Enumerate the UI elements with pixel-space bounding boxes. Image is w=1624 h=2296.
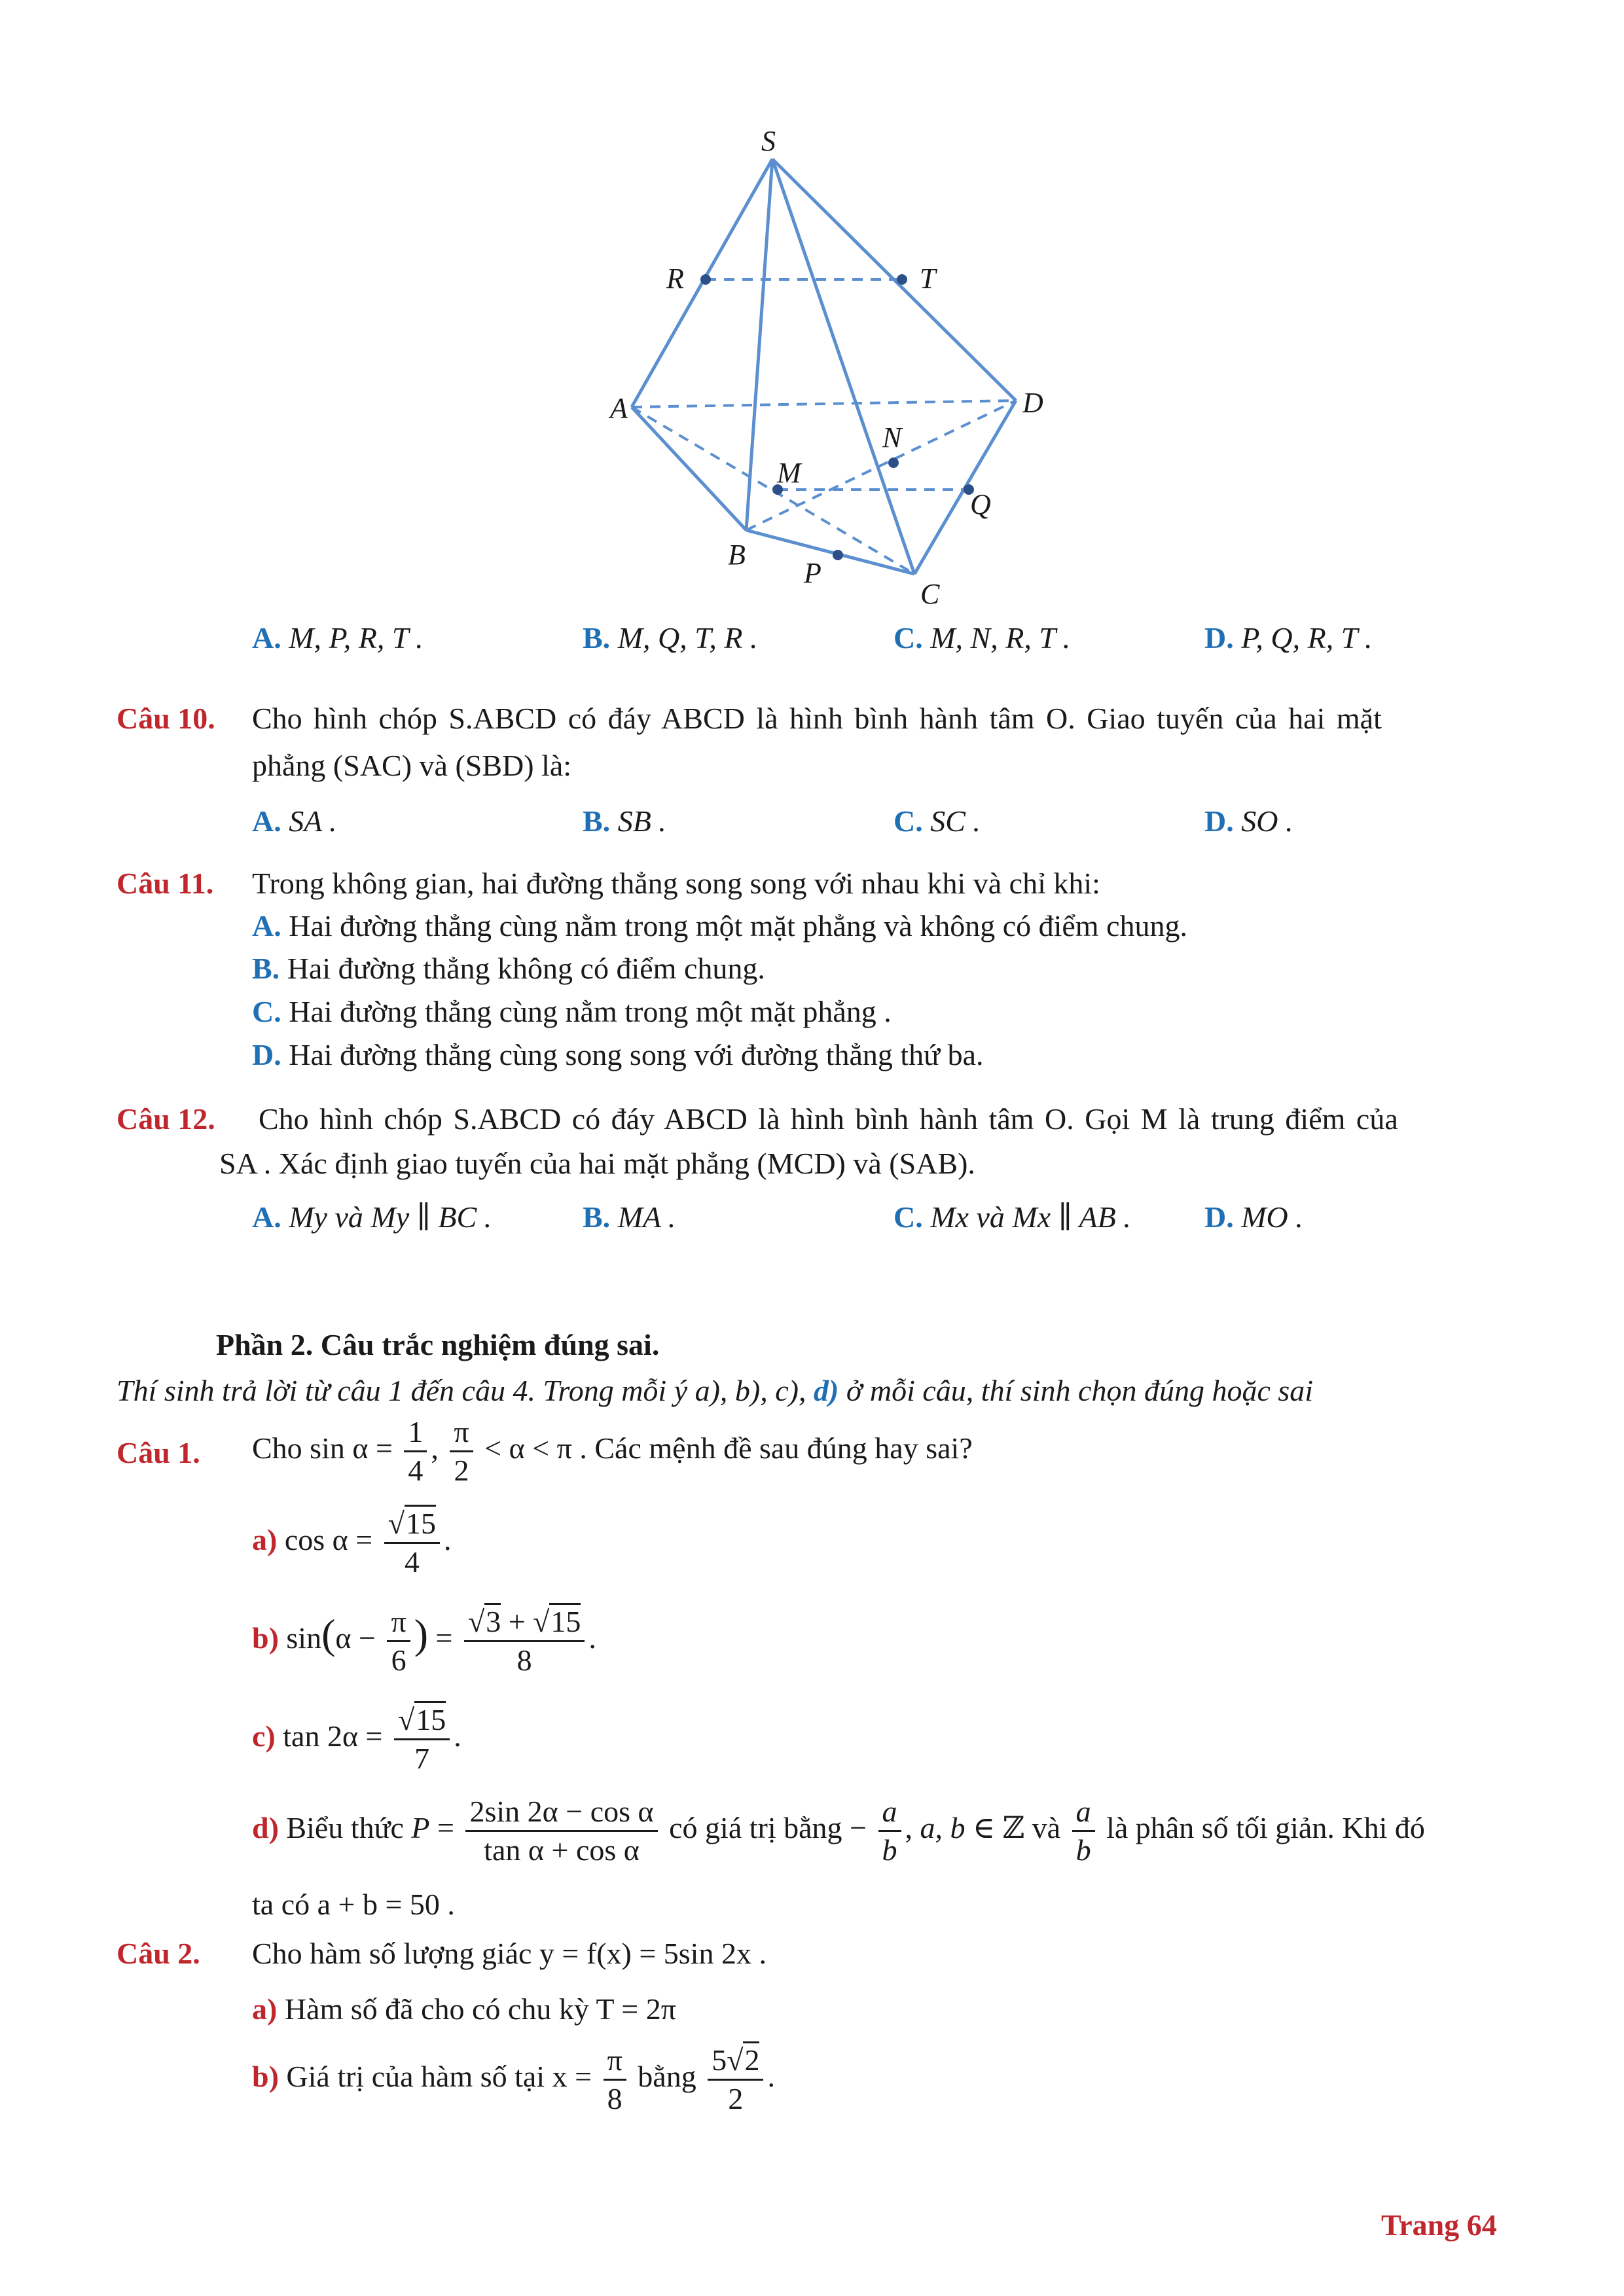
edge-SC: [772, 159, 914, 574]
label-D: D: [1022, 387, 1043, 419]
q12-stem-line1: Cho hình chóp S.ABCD có đáy ABCD là hình bình hành tâm O. Gọi M là trung điểm của: [259, 1102, 1398, 1136]
c2-item-b[interactable]: b) Giá trị của hàm số tại x = $\frac{\pi}{8}$ bằng $\frac{5√2}{2}$ .: [252, 2042, 775, 2117]
q11-stem: Trong không gian, hai đường thẳng song song với nhau khi và chỉ khi:: [252, 867, 1100, 900]
c1-stem: Cho sin α = $\frac{1}{4}$ , $\frac{\pi}{2}$ < α < π . Các mệnh đề sau đúng hay sai?: [252, 1415, 973, 1487]
c2-stem: Cho hàm số lượng giác y = f(x) = 5sin 2x .: [252, 1937, 767, 1970]
page-number: Trang 64: [1381, 2208, 1497, 2242]
q12-option-c[interactable]: C. Mx và Mx ∥ AB .: [893, 1200, 1131, 1234]
point-P: [833, 550, 843, 560]
part2-instruction: Thí sinh trả lời từ câu 1 đến câu 4. Trong mỗi ý a), b), c), d) ở mỗi câu, thí sinh chọn đúng hoặc sai: [117, 1374, 1314, 1407]
point-N: [888, 457, 899, 468]
q10-option-d[interactable]: D. SO .: [1204, 804, 1293, 838]
c1-item-d[interactable]: d) Biểu thức P = $\frac{\text{2sin 2α − cos α}}{\text{tan α + cos α}}$ có giá trị bằng − $\frac{a}{b}$ , a, b ∈ ℤ và $\frac{a}{b}$ là phân số tối giản. Khi đó: [252, 1795, 1425, 1867]
label-A: A: [610, 392, 628, 424]
q11-option-d[interactable]: D. Hai đường thẳng cùng song song với đường thẳng thứ ba.: [252, 1038, 984, 1071]
point-T: [897, 274, 907, 285]
label-Q: Q: [970, 488, 991, 520]
q9-option-a[interactable]: A. M, P, R, T .: [252, 621, 424, 655]
c2-item-a[interactable]: a) Hàm số đã cho có chu kỳ T = 2π: [252, 1992, 676, 2026]
label-S: S: [761, 125, 776, 157]
c2-label: Câu 2.: [117, 1937, 200, 1970]
c1-item-d-line2: ta có a + b = 50 .: [252, 1888, 455, 1921]
label-N: N: [882, 422, 902, 454]
q9-option-b[interactable]: B. M, Q, T, R .: [583, 621, 758, 655]
c1-item-b[interactable]: b) sin(α − $\frac{\pi}{6}$ ) = $\frac{√3 + √15}{8}$ .: [252, 1604, 596, 1679]
q10-option-b[interactable]: B. SB .: [583, 804, 666, 838]
edge-BC: [746, 530, 914, 574]
label-R: R: [666, 262, 684, 295]
label-T: T: [920, 262, 936, 295]
q12-stem-line2: SA . Xác định giao tuyến của hai mặt phẳng (MCD) và (SAB).: [219, 1147, 975, 1180]
q12-option-b[interactable]: B. MA .: [583, 1200, 676, 1234]
q10-option-a[interactable]: A. SA .: [252, 804, 337, 838]
c1-item-a[interactable]: a) cos α = $\frac{√15}{4}$ .: [252, 1505, 451, 1581]
q10-stem-line1: Cho hình chóp S.ABCD có đáy ABCD là hình bình hành tâm O. Giao tuyến của hai mặt: [252, 702, 1382, 735]
label-B: B: [728, 539, 746, 571]
q9-option-c[interactable]: C. M, N, R, T .: [893, 621, 1071, 655]
part2-heading: Phần 2. Câu trắc nghiệm đúng sai.: [216, 1328, 660, 1361]
label-P: P: [804, 557, 821, 589]
q10-label: Câu 10.: [117, 702, 215, 735]
q12-label: Câu 12.: [117, 1102, 215, 1136]
q9-option-d[interactable]: D. P, Q, R, T .: [1204, 621, 1373, 655]
q11-option-b[interactable]: B. Hai đường thẳng không có điểm chung.: [252, 952, 765, 985]
edge-AD-hidden: [632, 401, 1016, 407]
q11-option-a[interactable]: A. Hai đường thẳng cùng nằm trong một mặt phẳng và không có điểm chung.: [252, 909, 1188, 942]
q10-option-c[interactable]: C. SC .: [893, 804, 981, 838]
q12-option-a[interactable]: A. My và My ∥ BC .: [252, 1200, 492, 1234]
edge-AB: [632, 407, 746, 530]
c1-label: Câu 1.: [117, 1436, 200, 1469]
q11-label: Câu 11.: [117, 867, 214, 900]
q12-option-d[interactable]: D. MO .: [1204, 1200, 1303, 1234]
label-C: C: [920, 578, 940, 610]
edge-SB: [746, 159, 772, 530]
c1-item-c[interactable]: c) tan 2α = $\frac{√15}{7}$ .: [252, 1702, 461, 1777]
pyramid-figure: [0, 0, 1624, 628]
label-M: M: [777, 457, 801, 489]
q11-option-c[interactable]: C. Hai đường thẳng cùng nằm trong một mặt phẳng .: [252, 995, 892, 1028]
point-R: [700, 274, 711, 285]
q10-stem-line2: phẳng (SAC) và (SBD) là:: [252, 749, 572, 782]
